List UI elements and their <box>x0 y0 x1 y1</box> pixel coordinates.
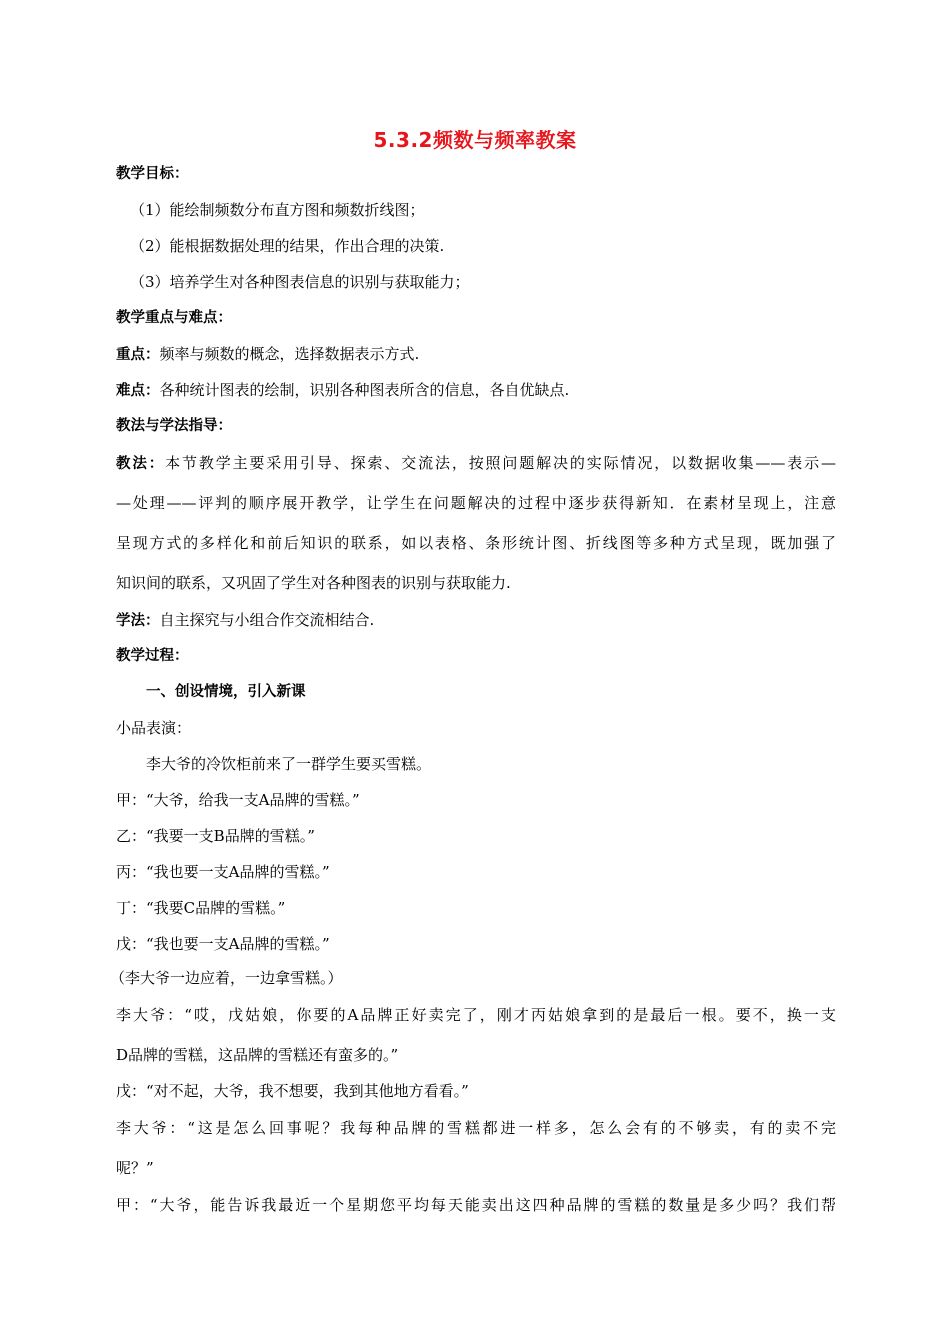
goals-heading: 教学目标： <box>116 166 189 182</box>
dialog-line: 丙：“我也要一支A品牌的雪糕。” <box>116 863 330 881</box>
learn-label: 学法： <box>116 613 160 629</box>
key-point <box>116 344 836 365</box>
key-label: 重点： <box>116 347 160 363</box>
dialog-line: 甲：“大爷，能告诉我最近一个星期您平均每天能卖出这四种品牌的雪糕的数量是多少吗？我们帮 <box>116 1196 836 1214</box>
difficulty-text: 各种统计图表的绘制，识别各种图表所含的信息，各自优缺点. <box>159 381 570 399</box>
goal-item: （1）能绘制频数分布直方图和频数折线图； <box>130 201 425 219</box>
dialog-line: 甲：“大爷，给我一支A品牌的雪糕。” <box>116 791 360 809</box>
method-heading: 教法与学法指导： <box>116 418 232 434</box>
learn-text: 自主探究与小组合作交流相结合. <box>159 611 375 629</box>
skit-scene: 李大爷的冷饮柜前来了一群学生要买雪糕。 <box>146 755 432 773</box>
section-heading: 一、创设情境，引入新课 <box>146 684 306 700</box>
key-heading: 教学重点与难点： <box>116 310 232 326</box>
dialog-line: 呢？” <box>116 1159 154 1177</box>
dialog-line: 乙：“我要一支B品牌的雪糕。” <box>116 827 315 845</box>
goal-item: （3）培养学生对各种图表信息的识别与获取能力； <box>130 273 470 291</box>
dialog-line: 戊：“我也要一支A品牌的雪糕。” <box>116 935 330 953</box>
teach-paragraph-line: 知识间的联系，又巩固了学生对各种图表的识别与获取能力. <box>116 574 511 592</box>
difficulty-point <box>116 380 836 401</box>
dialog-line: 丁：“我要C品牌的雪糕。” <box>116 899 286 917</box>
learn-point <box>116 610 836 631</box>
teach-paragraph-line <box>116 453 836 474</box>
teach-label: 教法： <box>116 456 166 472</box>
skit-intro: 小品表演： <box>116 719 192 737</box>
document-title: 5.3.2频数与频率教案 <box>373 128 577 152</box>
dialog-line: 李大爷：“哎，戊姑娘，你要的A品牌正好卖完了，刚才丙姑娘拿到的是最后一根。要不，换一支 <box>116 1006 836 1024</box>
dialog-line: 戊：“对不起，大爷，我不想要，我到其他地方看看。” <box>116 1082 469 1100</box>
teach-text: 本节教学主要采用引导、探索、交流法，按照问题解决的实际情况，以数据收集——表示— <box>165 454 837 472</box>
teach-paragraph-line: —处理——评判的顺序展开教学，让学生在问题解决的过程中逐步获得新知．在素材呈现上，注意 <box>116 494 836 512</box>
dialog-line: D品牌的雪糕，这品牌的雪糕还有蛮多的。” <box>116 1046 399 1064</box>
process-heading: 教学过程： <box>116 648 189 664</box>
stage-direction: （李大爷一边应着，一边拿雪糕。） <box>110 969 343 987</box>
goal-item: （2）能根据数据处理的结果，作出合理的决策. <box>130 237 445 255</box>
difficulty-label: 难点： <box>116 383 160 399</box>
key-text: 频率与频数的概念，选择数据表示方式. <box>159 345 420 363</box>
dialog-line: 李大爷：“这是怎么回事呢？我每种品牌的雪糕都进一样多，怎么会有的不够卖，有的卖不完 <box>116 1119 836 1137</box>
teach-paragraph-line: 呈现方式的多样化和前后知识的联系，如以表格、条形统计图、折线图等多种方式呈现，既加强了 <box>116 534 836 552</box>
